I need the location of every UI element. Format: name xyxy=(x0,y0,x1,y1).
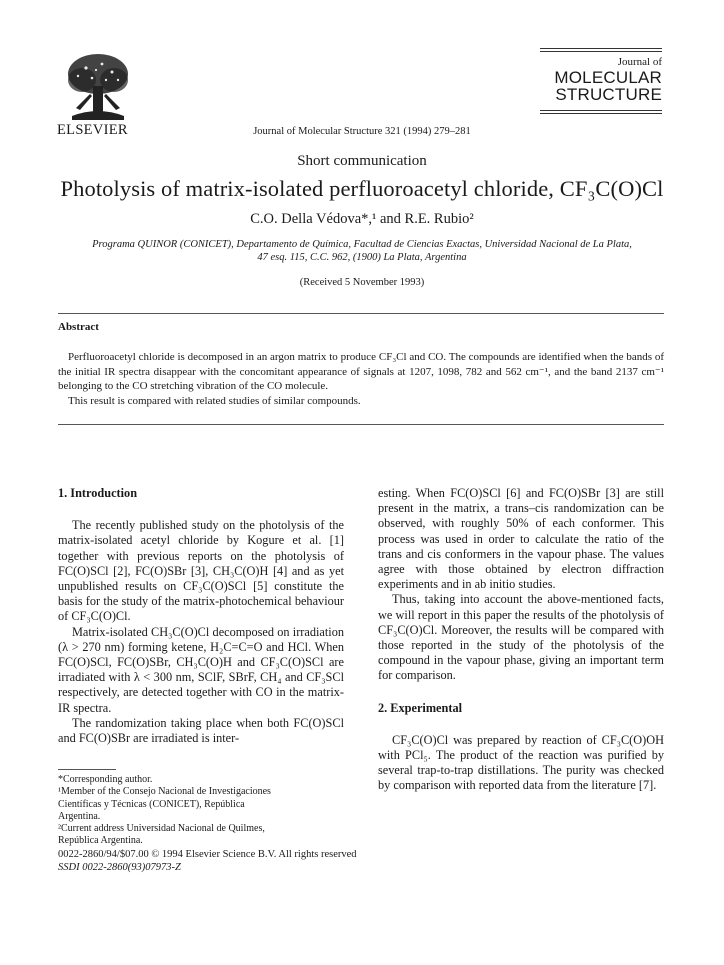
body-paragraph: The randomization taking place when both FC(O)SCl and FC(O)SBr are irradiated is inter- xyxy=(58,715,344,746)
copyright-line: 0022-2860/94/$07.00 © 1994 Elsevier Science B.V. All rights reserved xyxy=(58,849,357,860)
affiliation-line2: 47 esq. 115, C.C. 962, (1900) La Plata, Argentina xyxy=(257,252,467,263)
received-date: (Received 5 November 1993) xyxy=(299,277,425,288)
footnote: ²Current address Universidad Nacional de Quilmes, República Argentina. xyxy=(58,823,265,847)
copyright-footer xyxy=(58,848,357,874)
publisher-name: ELSEVIER xyxy=(57,122,128,138)
left-column xyxy=(58,486,344,746)
journal-citation: Journal of Molecular Structure 321 (1994) 279–281 xyxy=(253,126,471,137)
abstract-paragraph: This result is compared with related studies of similar compounds. xyxy=(68,394,361,407)
body-paragraph: Thus, taking into account the above-mentioned facts, we will report in this paper the results of the photolysis of CF₃C(O)Cl. Moreover, the results will be compared with those reported in the study of the photolysis of the compound in the vapour phase, giving an important term for comparison. xyxy=(378,592,664,683)
article-authors: C.O. Della Védova*,¹ and R.E. Rubio² xyxy=(250,211,474,227)
abstract-heading: Abstract xyxy=(58,321,99,333)
divider-bottom xyxy=(58,424,664,425)
abstract-body xyxy=(58,350,664,408)
article-title: Photolysis of matrix-isolated perfluoroacetyl chloride, CF₃C(O)Cl xyxy=(60,176,664,201)
section-heading-introduction: 1. Introduction xyxy=(58,486,138,500)
journal-small-label: Journal of xyxy=(617,56,662,68)
footnote-rule xyxy=(58,769,116,770)
article-type: Short communication xyxy=(297,153,427,169)
article-affiliation xyxy=(0,238,724,264)
footnote: ¹Member of the Consejo Nacional de Investigaciones Científicas y Técnicas (CONICET), República Argentina. xyxy=(58,786,271,822)
body-paragraph: Matrix-isolated CH₃C(O)Cl decomposed on irradiation (λ > 270 nm) forming ketene, H₂C=C=O and HCl. When FC(O)SCl, FC(O)SBr, CH₃C(O)H and CF₃C(O)SCl are irradiated with λ < 300 nm, SClF, SBrF, CH₄ and CF₃SCl respectively, are detected together with CO in the matrix-IR spectra. xyxy=(58,624,344,715)
right-column xyxy=(378,486,664,794)
affiliation-line1: Programa QUINOR (CONICET), Departamento de Química, Facultad de Ciencias Exactas, Universidad Nacional de La Plata, xyxy=(92,239,632,250)
body-paragraph: esting. When FC(O)SCl [6] and FC(O)SBr [3] are still present in the matrix, a trans–cis randomization can be observed, with roughly 50% of each conformer. This process was used in order to calculate the ratio of the trans and cis conformers in the vapour phase. The values agree with those obtained by electron diffraction experiments and in ab initio studies. xyxy=(378,486,664,592)
abstract-paragraph: Perfluoroacetyl chloride is decomposed in an argon matrix to produce CF₃Cl and CO. The compounds are identified when the bands of the initial IR spectra disappear with the concomitant appearance of signals at 1207, 1098, 782 and 562 cm⁻¹, and the band 2137 cm⁻¹ belonging to the CO stretching vibration of the CO molecule. xyxy=(58,351,664,392)
journal-brand xyxy=(540,48,662,116)
journal-name-line2: STRUCTURE xyxy=(555,85,662,104)
body-paragraph: The recently published study on the photolysis of the matrix-isolated acetyl chloride by Kogure et al. [1] together with previous reports on the photolysis of FC(O)SCl [2], FC(O)SBr [3], CH₃C(O)H [4] and as yet unpublished results on CF₃C(O)SCl [5] constitute the basis for the study of the matrix-photochemical behaviour of CF₃C(O)Cl. xyxy=(58,518,344,624)
section-heading-experimental: 2. Experimental xyxy=(378,700,463,715)
footnotes xyxy=(58,774,288,848)
footnote: *Corresponding author. xyxy=(58,774,153,785)
elsevier-tree-logo xyxy=(62,50,134,122)
journal-name-line1: MOLECULAR xyxy=(554,68,662,87)
ssdi-line: SSDI 0022-2860(93)07973-Z xyxy=(58,862,181,873)
body-paragraph: CF₃C(O)Cl was prepared by reaction of CF₃C(O)OH with PCl₅. The product of the reaction was purified by several trap-to-trap distillations. The purity was checked by comparison with reported data from the literature [7]. xyxy=(378,732,664,793)
divider-top xyxy=(58,313,664,314)
